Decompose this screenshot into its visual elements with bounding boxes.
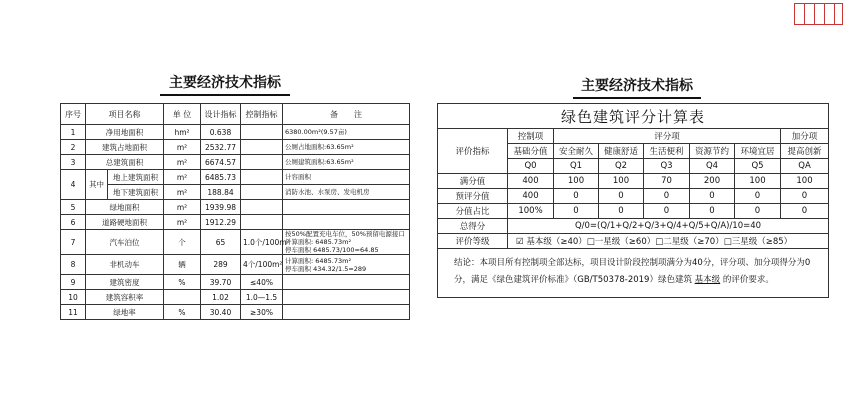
table-row: [438, 129, 829, 144]
note: 公厕占地面积:63.65m²: [283, 140, 410, 155]
row-number: 8: [61, 255, 86, 275]
item-name: 建筑容积率: [86, 290, 164, 305]
design-value: 289: [201, 255, 241, 275]
header-cell: 评价指标: [438, 129, 508, 174]
table-row: [61, 290, 410, 305]
header-cell: 单 位: [164, 104, 201, 125]
economic-indicators-table: [60, 103, 410, 320]
table-header-row: [61, 104, 410, 125]
item-name: 地上建筑面积: [108, 170, 164, 185]
conclusion-level: 基本级: [694, 275, 721, 285]
stamp-box: [794, 3, 843, 25]
control-value: [241, 170, 283, 185]
control-value: [241, 185, 283, 200]
design-value: 39.70: [201, 275, 241, 290]
row-number: 1: [61, 125, 86, 140]
design-value: 65: [201, 230, 241, 255]
row-group: 其中: [86, 170, 108, 200]
note: 公厕建筑面积:63.65m²: [283, 155, 410, 170]
row-number: 11: [61, 305, 86, 320]
score-value: 0: [644, 189, 690, 204]
row-number: 4: [61, 170, 86, 200]
green-building-score-table: [437, 103, 829, 298]
control-value: [241, 215, 283, 230]
item-name: 净用地面积: [86, 125, 164, 140]
table-row: [61, 215, 410, 230]
column-name: 健康舒适: [599, 144, 644, 159]
header-cell: 控制项: [508, 129, 554, 144]
score-value: 70: [644, 174, 690, 189]
table-row: [61, 140, 410, 155]
header-cell: 评分项: [554, 129, 781, 144]
column-code: Q1: [554, 159, 599, 174]
column-name: 生活便利: [644, 144, 690, 159]
control-value: ≤40%: [241, 275, 283, 290]
header-cell: 项目名称: [86, 104, 164, 125]
conclusion: 结论：本项目所有控制项全部达标，项目设计阶段控制项满分为40分，评分项、加分项得分为0分，满足《绿色建筑评价标准》（GB/T50378-2019）绿色建筑 基本级 的评价要求。: [438, 249, 829, 298]
item-name: 地下建筑面积: [108, 185, 164, 200]
score-value: 0: [554, 189, 599, 204]
column-name: 安全耐久: [554, 144, 599, 159]
table-row: [61, 255, 410, 275]
row-number: 7: [61, 230, 86, 255]
unit: m²: [164, 155, 201, 170]
score-value: 0: [554, 204, 599, 219]
unit: %: [164, 275, 201, 290]
score-value: 0: [781, 204, 829, 219]
row-label: 分值占比: [438, 204, 508, 219]
unit: m²: [164, 215, 201, 230]
unit: hm²: [164, 125, 201, 140]
score-value: 100: [554, 174, 599, 189]
note: 计算面积: 6485.73m² 停车面积 434.32/1.5=289: [283, 255, 410, 275]
design-value: 6674.57: [201, 155, 241, 170]
score-value: 0: [690, 189, 735, 204]
row-number: 2: [61, 140, 86, 155]
unit: m²: [164, 170, 201, 185]
unit: %: [164, 305, 201, 320]
design-value: 1.02: [201, 290, 241, 305]
note: [283, 200, 410, 215]
note: [283, 215, 410, 230]
item-name: 建筑占地面积: [86, 140, 164, 155]
table-row: [61, 155, 410, 170]
row-label: 预评分值: [438, 189, 508, 204]
score-value: 100: [735, 174, 781, 189]
table-row: [438, 249, 829, 298]
row-label: 总得分: [438, 219, 508, 234]
column-code: Q5: [735, 159, 781, 174]
row-label: 满分值: [438, 174, 508, 189]
table-row: [61, 125, 410, 140]
design-value: 0.638: [201, 125, 241, 140]
score-value: 0: [644, 204, 690, 219]
item-name: 绿地面积: [86, 200, 164, 215]
row-number: 5: [61, 200, 86, 215]
note: 消防水池、水泵房、发电机房: [283, 185, 410, 200]
column-name: 环境宜居: [735, 144, 781, 159]
table-row: [61, 305, 410, 320]
control-value: [241, 155, 283, 170]
table-row: [438, 189, 829, 204]
control-value: 4个/100m²: [241, 255, 283, 275]
unit: [164, 290, 201, 305]
item-name: 总建筑面积: [86, 155, 164, 170]
table-row: [61, 200, 410, 215]
unit: 辆: [164, 255, 201, 275]
table-title: 绿色建筑评分计算表: [438, 104, 829, 129]
header-cell: 备 注: [283, 104, 410, 125]
design-value: 30.40: [201, 305, 241, 320]
score-value: 0: [735, 204, 781, 219]
note: 计容面积: [283, 170, 410, 185]
column-code: Q4: [690, 159, 735, 174]
table-row: [438, 174, 829, 189]
table-row: [438, 219, 829, 234]
design-value: 188.84: [201, 185, 241, 200]
control-value: 1.0个/100m²: [241, 230, 283, 255]
row-number: 6: [61, 215, 86, 230]
score-value: 400: [508, 189, 554, 204]
row-number: 10: [61, 290, 86, 305]
table-row: [438, 204, 829, 219]
control-value: ≥30%: [241, 305, 283, 320]
control-value: [241, 140, 283, 155]
unit: m²: [164, 140, 201, 155]
design-value: 2532.77: [201, 140, 241, 155]
column-name: 基础分值: [508, 144, 554, 159]
right-table-heading: 主要经济技术指标: [573, 75, 701, 95]
score-value: 400: [508, 174, 554, 189]
design-value: 1912.29: [201, 215, 241, 230]
item-name: 道路硬地面积: [86, 215, 164, 230]
item-name: 建筑密度: [86, 275, 164, 290]
header-cell: 设计指标: [201, 104, 241, 125]
column-code: Q0: [508, 159, 554, 174]
control-value: 1.0—1.5: [241, 290, 283, 305]
total-formula: Q/0=(Q/1+Q/2+Q/3+Q/4+Q/5+Q/A)/10=40: [508, 219, 829, 234]
control-value: [241, 200, 283, 215]
score-value: 0: [599, 189, 644, 204]
note: [283, 305, 410, 320]
score-value: 0: [690, 204, 735, 219]
score-value: 0: [599, 204, 644, 219]
unit: m²: [164, 200, 201, 215]
control-value: [241, 125, 283, 140]
note: 6380.00m²(9.57亩): [283, 125, 410, 140]
left-table-heading: 主要经济技术指标: [160, 72, 290, 92]
score-value: 0: [781, 189, 829, 204]
row-label: 评价等级: [438, 234, 508, 249]
table-row: [61, 185, 410, 200]
note: 按50%配置充电车位，50%预留电源接口 计算面积: 6485.73m² 停车面积 6485.73/100=64.85: [283, 230, 410, 255]
item-name: 绿地率: [86, 305, 164, 320]
design-value: 1939.98: [201, 200, 241, 215]
unit: m²: [164, 185, 201, 200]
score-value: 100: [599, 174, 644, 189]
table-row: [438, 104, 829, 129]
table-row: [61, 170, 410, 185]
note: [283, 290, 410, 305]
column-name: 资源节约: [690, 144, 735, 159]
score-value: 0: [735, 189, 781, 204]
score-value: 100: [781, 174, 829, 189]
score-value: 100%: [508, 204, 554, 219]
table-row: [61, 230, 410, 255]
level-options: ☑ 基本级（≥40）□一星级（≥60）□二星级（≥70）□三星级（≥85）: [508, 234, 829, 249]
column-code: Q3: [644, 159, 690, 174]
score-value: 200: [690, 174, 735, 189]
header-cell: 加分项: [781, 129, 829, 144]
header-cell: 控制指标: [241, 104, 283, 125]
table-row: [438, 234, 829, 249]
column-name: 提高创新: [781, 144, 829, 159]
note: [283, 275, 410, 290]
item-name: 非机动车: [86, 255, 164, 275]
table-row: [61, 275, 410, 290]
item-name: 汽车泊位: [86, 230, 164, 255]
column-code: QA: [781, 159, 829, 174]
column-code: Q2: [599, 159, 644, 174]
row-number: 3: [61, 155, 86, 170]
unit: 个: [164, 230, 201, 255]
design-value: 6485.73: [201, 170, 241, 185]
row-number: 9: [61, 275, 86, 290]
header-cell: 序号: [61, 104, 86, 125]
